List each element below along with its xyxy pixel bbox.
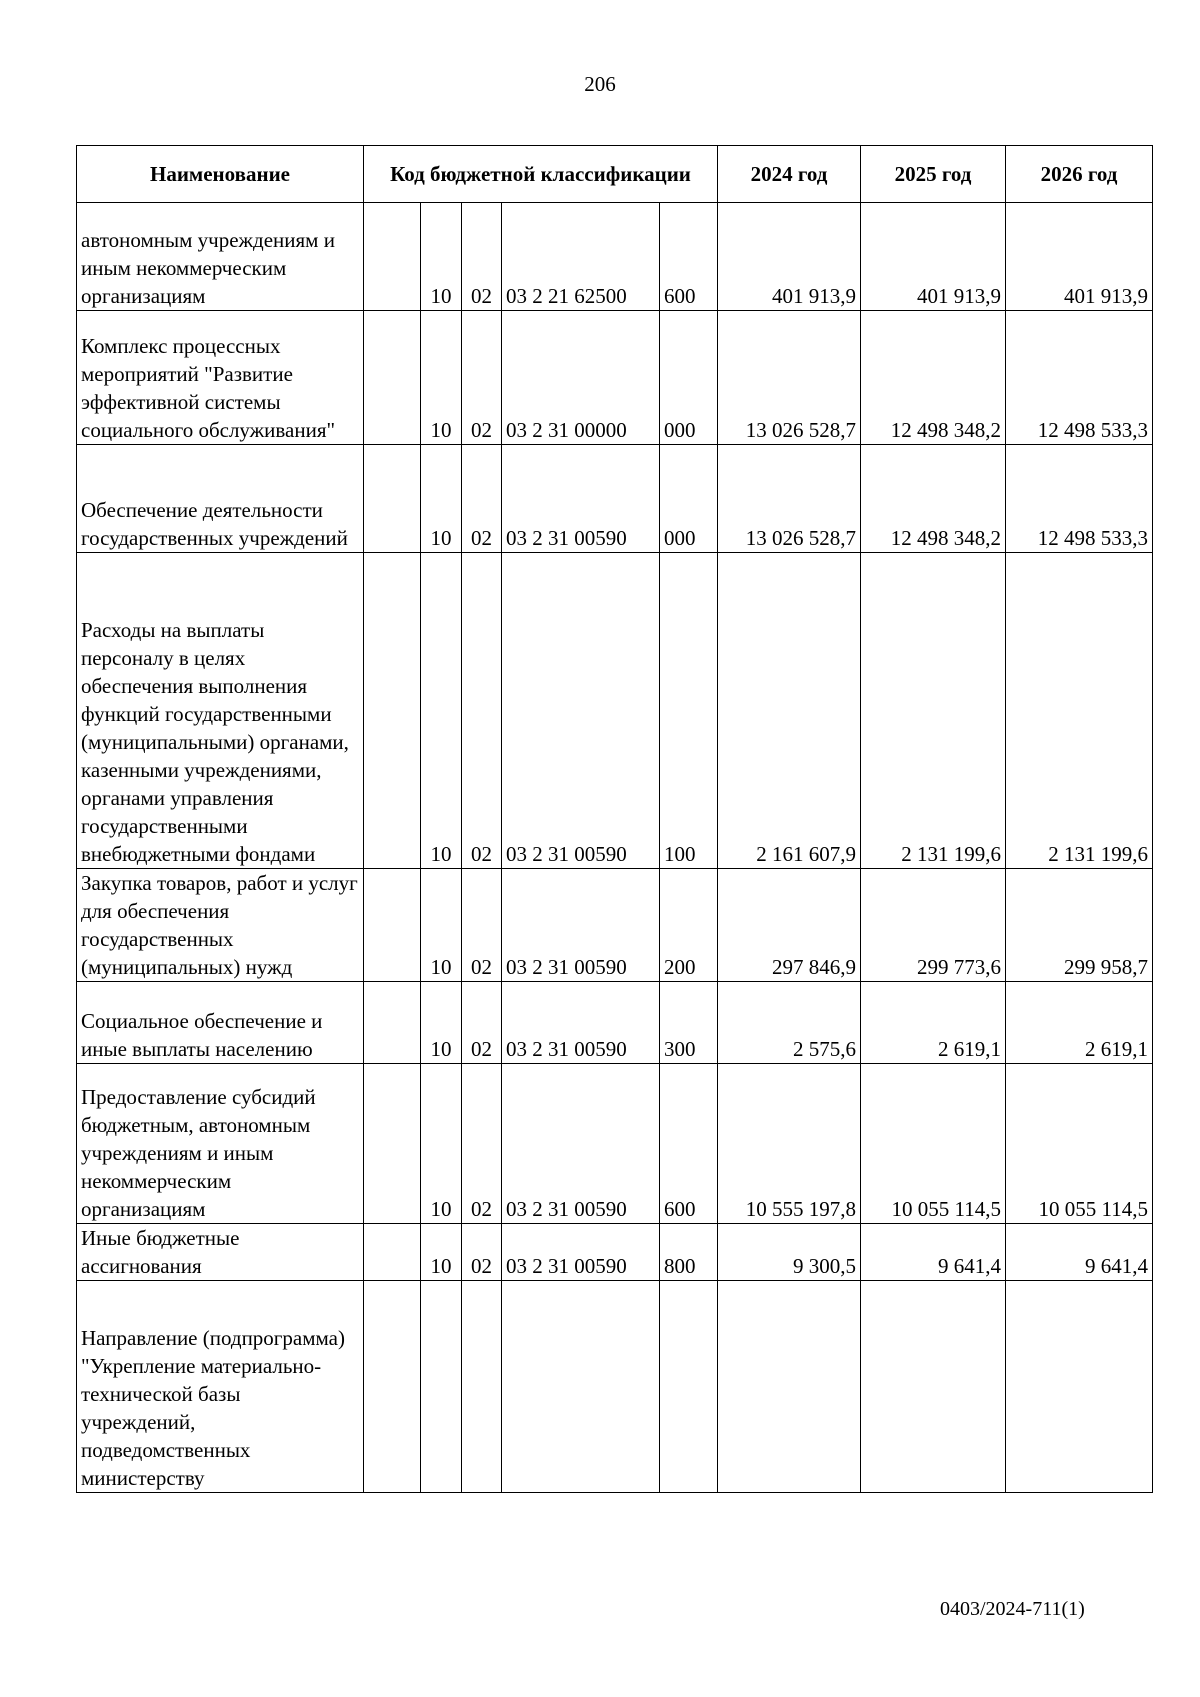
row-amount-2024: 10 555 197,8: [718, 1064, 861, 1224]
row-expense-type: 000: [660, 311, 718, 445]
row-subsection: 02: [462, 445, 502, 553]
table-row: [77, 1281, 1153, 1493]
row-target-code: 03 2 31 00590: [502, 1064, 660, 1224]
row-name: Иные бюджетные ассигнования: [77, 1224, 364, 1281]
row-amount-2026: 9 641,4: [1006, 1224, 1153, 1281]
row-amount-2024: 2 575,6: [718, 982, 861, 1064]
row-expense-type: 600: [660, 1064, 718, 1224]
row-subsection: 02: [462, 203, 502, 311]
row-amount-2025: 299 773,6: [861, 869, 1006, 982]
row-amount-2025: 2 131 199,6: [861, 553, 1006, 869]
row-blank: [364, 553, 421, 869]
row-amount-2026: 12 498 533,3: [1006, 445, 1153, 553]
row-name: Обеспечение деятельности государственных учреждений: [77, 445, 364, 553]
row-expense-type: 800: [660, 1224, 718, 1281]
row-target-code: 03 2 31 00590: [502, 553, 660, 869]
row-name: Направление (подпрограмма) "Укрепление материально-технической базы учреждений, подведомственных министерству: [77, 1281, 364, 1493]
row-target-code: 03 2 31 00590: [502, 1224, 660, 1281]
table-row: [77, 1224, 1153, 1281]
row-name: Комплекс процессных мероприятий "Развитие эффективной системы социального обслуживания": [77, 311, 364, 445]
header-2025: 2025 год: [861, 146, 1006, 203]
row-amount-2026: 12 498 533,3: [1006, 311, 1153, 445]
row-section: 10: [421, 203, 462, 311]
table-row: [77, 1064, 1153, 1224]
row-amount-2026: 401 913,9: [1006, 203, 1153, 311]
table-row: [77, 869, 1153, 982]
row-name: Предоставление субсидий бюджетным, автономным учреждениям и иным некоммерческим организациям: [77, 1064, 364, 1224]
row-subsection: 02: [462, 553, 502, 869]
row-name: Расходы на выплаты персоналу в целях обеспечения выполнения функций государственными (муниципальными) органами, казенными учреждениями, органами управления государственными внебюджетными фондами: [77, 553, 364, 869]
row-name: Социальное обеспечение и иные выплаты населению: [77, 982, 364, 1064]
header-2026: 2026 год: [1006, 146, 1153, 203]
table-row: [77, 553, 1153, 869]
row-amount-2024: 13 026 528,7: [718, 311, 861, 445]
row-amount-2026: [1006, 1281, 1153, 1493]
row-expense-type: 300: [660, 982, 718, 1064]
row-expense-type: 000: [660, 445, 718, 553]
row-subsection: 02: [462, 1224, 502, 1281]
row-amount-2024: 401 913,9: [718, 203, 861, 311]
row-section: 10: [421, 1064, 462, 1224]
row-amount-2024: 2 161 607,9: [718, 553, 861, 869]
table-header-row: [77, 146, 1153, 203]
row-amount-2024: 297 846,9: [718, 869, 861, 982]
row-target-code: 03 2 21 62500: [502, 203, 660, 311]
row-target-code: 03 2 31 00590: [502, 982, 660, 1064]
table-row: [77, 203, 1153, 311]
row-amount-2025: [861, 1281, 1006, 1493]
row-blank: [364, 1281, 421, 1493]
table-row: [77, 982, 1153, 1064]
row-blank: [364, 982, 421, 1064]
table-row: [77, 311, 1153, 445]
row-name: Закупка товаров, работ и услуг для обеспечения государственных (муниципальных) нужд: [77, 869, 364, 982]
row-section: 10: [421, 445, 462, 553]
row-amount-2024: [718, 1281, 861, 1493]
row-amount-2025: 12 498 348,2: [861, 311, 1006, 445]
row-amount-2024: 9 300,5: [718, 1224, 861, 1281]
row-subsection: 02: [462, 1064, 502, 1224]
row-amount-2026: 10 055 114,5: [1006, 1064, 1153, 1224]
row-amount-2025: 9 641,4: [861, 1224, 1006, 1281]
row-amount-2025: 2 619,1: [861, 982, 1006, 1064]
header-2024: 2024 год: [718, 146, 861, 203]
row-blank: [364, 445, 421, 553]
row-name: автономным учреждениям и иным некоммерческим организациям: [77, 203, 364, 311]
row-section: 10: [421, 869, 462, 982]
row-target-code: 03 2 31 00590: [502, 445, 660, 553]
row-amount-2025: 12 498 348,2: [861, 445, 1006, 553]
row-blank: [364, 311, 421, 445]
row-expense-type: 200: [660, 869, 718, 982]
row-amount-2026: 2 131 199,6: [1006, 553, 1153, 869]
row-subsection: 02: [462, 869, 502, 982]
row-subsection: [462, 1281, 502, 1493]
row-blank: [364, 1224, 421, 1281]
row-target-code: 03 2 31 00590: [502, 869, 660, 982]
row-blank: [364, 869, 421, 982]
row-blank: [364, 1064, 421, 1224]
row-target-code: [502, 1281, 660, 1493]
header-name: Наименование: [77, 146, 364, 203]
row-subsection: 02: [462, 982, 502, 1064]
row-amount-2025: 401 913,9: [861, 203, 1006, 311]
header-code: Код бюджетной классификации: [364, 146, 718, 203]
table-row: [77, 445, 1153, 553]
row-expense-type: [660, 1281, 718, 1493]
row-section: 10: [421, 311, 462, 445]
row-section: 10: [421, 553, 462, 869]
row-amount-2026: 299 958,7: [1006, 869, 1153, 982]
document-code: 0403/2024-711(1): [940, 1598, 1085, 1620]
row-target-code: 03 2 31 00000: [502, 311, 660, 445]
row-expense-type: 100: [660, 553, 718, 869]
row-section: 10: [421, 982, 462, 1064]
row-blank: [364, 203, 421, 311]
row-amount-2025: 10 055 114,5: [861, 1064, 1006, 1224]
budget-table: [76, 145, 1153, 1493]
row-section: [421, 1281, 462, 1493]
page-number: 206: [584, 72, 616, 96]
row-section: 10: [421, 1224, 462, 1281]
row-expense-type: 600: [660, 203, 718, 311]
row-amount-2024: 13 026 528,7: [718, 445, 861, 553]
row-subsection: 02: [462, 311, 502, 445]
row-amount-2026: 2 619,1: [1006, 982, 1153, 1064]
